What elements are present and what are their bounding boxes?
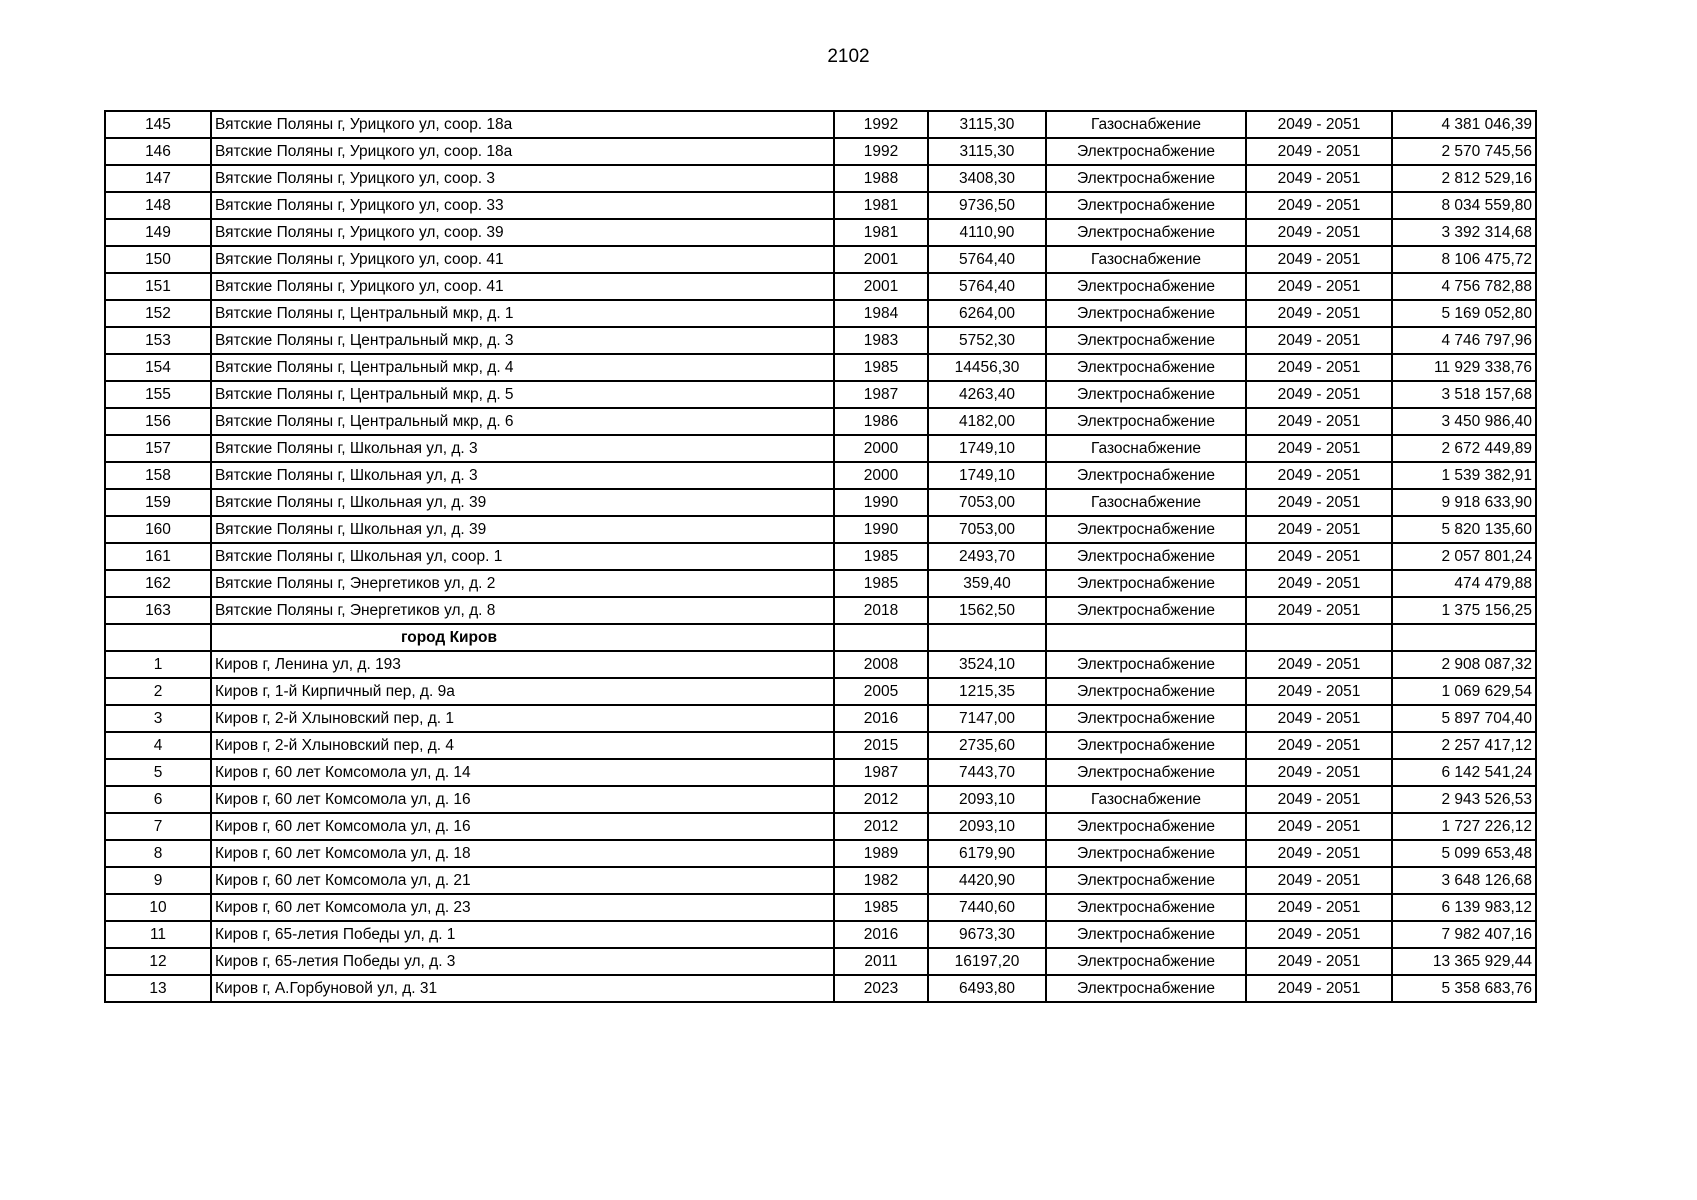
section-cell-num xyxy=(105,624,211,651)
row-service-type: Электроснабжение xyxy=(1046,219,1246,246)
row-area: 16197,20 xyxy=(928,948,1046,975)
row-address: Вятские Поляны г, Центральный мкр, д. 5 xyxy=(211,381,834,408)
row-cost: 5 820 135,60 xyxy=(1392,516,1536,543)
table-row xyxy=(105,948,1536,975)
row-cost: 1 727 226,12 xyxy=(1392,813,1536,840)
row-area: 2093,10 xyxy=(928,813,1046,840)
table-row xyxy=(105,975,1536,1002)
section-cell-area xyxy=(928,624,1046,651)
repair-schedule-table xyxy=(104,110,1537,1003)
row-year: 2023 xyxy=(834,975,928,1002)
section-cell-year xyxy=(834,624,928,651)
row-year: 2015 xyxy=(834,732,928,759)
row-address: Киров г, 65-летия Победы ул, д. 1 xyxy=(211,921,834,948)
row-service-type: Электроснабжение xyxy=(1046,408,1246,435)
row-service-type: Электроснабжение xyxy=(1046,948,1246,975)
table-row xyxy=(105,840,1536,867)
table-row xyxy=(105,597,1536,624)
row-year: 1989 xyxy=(834,840,928,867)
row-area: 9673,30 xyxy=(928,921,1046,948)
table-body-vyatskie-polyany xyxy=(105,111,1536,624)
row-service-type: Газоснабжение xyxy=(1046,111,1246,138)
row-number: 1 xyxy=(105,651,211,678)
row-area: 4420,90 xyxy=(928,867,1046,894)
row-period: 2049 - 2051 xyxy=(1246,894,1392,921)
table-row xyxy=(105,489,1536,516)
row-cost: 3 450 986,40 xyxy=(1392,408,1536,435)
row-service-type: Электроснабжение xyxy=(1046,570,1246,597)
table-row xyxy=(105,408,1536,435)
row-area: 2093,10 xyxy=(928,786,1046,813)
row-number: 153 xyxy=(105,327,211,354)
row-address: Киров г, 60 лет Комсомола ул, д. 23 xyxy=(211,894,834,921)
row-service-type: Электроснабжение xyxy=(1046,732,1246,759)
row-year: 1983 xyxy=(834,327,928,354)
row-area: 2735,60 xyxy=(928,732,1046,759)
table-row xyxy=(105,273,1536,300)
row-year: 2012 xyxy=(834,813,928,840)
section-header-kirov xyxy=(105,624,1536,651)
row-cost: 2 570 745,56 xyxy=(1392,138,1536,165)
row-year: 1981 xyxy=(834,219,928,246)
row-number: 12 xyxy=(105,948,211,975)
row-area: 7147,00 xyxy=(928,705,1046,732)
table-row xyxy=(105,516,1536,543)
row-period: 2049 - 2051 xyxy=(1246,678,1392,705)
row-cost: 5 897 704,40 xyxy=(1392,705,1536,732)
row-service-type: Электроснабжение xyxy=(1046,462,1246,489)
row-number: 13 xyxy=(105,975,211,1002)
row-area: 9736,50 xyxy=(928,192,1046,219)
row-service-type: Электроснабжение xyxy=(1046,273,1246,300)
table-body-kirov xyxy=(105,651,1536,1002)
row-service-type: Газоснабжение xyxy=(1046,489,1246,516)
row-number: 160 xyxy=(105,516,211,543)
row-cost: 4 381 046,39 xyxy=(1392,111,1536,138)
row-year: 2005 xyxy=(834,678,928,705)
row-number: 148 xyxy=(105,192,211,219)
row-period: 2049 - 2051 xyxy=(1246,948,1392,975)
row-service-type: Электроснабжение xyxy=(1046,165,1246,192)
row-address: Киров г, 60 лет Комсомола ул, д. 14 xyxy=(211,759,834,786)
row-period: 2049 - 2051 xyxy=(1246,651,1392,678)
row-year: 1992 xyxy=(834,111,928,138)
row-year: 1981 xyxy=(834,192,928,219)
row-cost: 4 746 797,96 xyxy=(1392,327,1536,354)
row-period: 2049 - 2051 xyxy=(1246,408,1392,435)
row-number: 3 xyxy=(105,705,211,732)
row-number: 151 xyxy=(105,273,211,300)
row-service-type: Электроснабжение xyxy=(1046,894,1246,921)
row-address: Вятские Поляны г, Урицкого ул, соор. 18а xyxy=(211,138,834,165)
row-area: 14456,30 xyxy=(928,354,1046,381)
table-row xyxy=(105,462,1536,489)
row-number: 11 xyxy=(105,921,211,948)
row-cost: 5 358 683,76 xyxy=(1392,975,1536,1002)
row-period: 2049 - 2051 xyxy=(1246,192,1392,219)
row-address: Киров г, 60 лет Комсомола ул, д. 16 xyxy=(211,786,834,813)
row-service-type: Электроснабжение xyxy=(1046,381,1246,408)
row-cost: 1 375 156,25 xyxy=(1392,597,1536,624)
table-row xyxy=(105,894,1536,921)
row-address: Киров г, А.Горбуновой ул, д. 31 xyxy=(211,975,834,1002)
row-number: 6 xyxy=(105,786,211,813)
row-cost: 9 918 633,90 xyxy=(1392,489,1536,516)
row-year: 2011 xyxy=(834,948,928,975)
row-year: 2000 xyxy=(834,435,928,462)
row-cost: 2 812 529,16 xyxy=(1392,165,1536,192)
row-number: 4 xyxy=(105,732,211,759)
table-row xyxy=(105,867,1536,894)
row-address: Вятские Поляны г, Школьная ул, д. 39 xyxy=(211,489,834,516)
row-area: 6493,80 xyxy=(928,975,1046,1002)
row-cost: 474 479,88 xyxy=(1392,570,1536,597)
row-service-type: Электроснабжение xyxy=(1046,840,1246,867)
row-area: 3115,30 xyxy=(928,111,1046,138)
row-area: 1215,35 xyxy=(928,678,1046,705)
row-cost: 11 929 338,76 xyxy=(1392,354,1536,381)
row-address: Киров г, 60 лет Комсомола ул, д. 21 xyxy=(211,867,834,894)
table-row xyxy=(105,381,1536,408)
row-service-type: Газоснабжение xyxy=(1046,435,1246,462)
row-period: 2049 - 2051 xyxy=(1246,516,1392,543)
row-period: 2049 - 2051 xyxy=(1246,381,1392,408)
row-address: Вятские Поляны г, Школьная ул, д. 39 xyxy=(211,516,834,543)
row-year: 1987 xyxy=(834,381,928,408)
row-cost: 13 365 929,44 xyxy=(1392,948,1536,975)
row-number: 147 xyxy=(105,165,211,192)
table-row xyxy=(105,813,1536,840)
row-number: 8 xyxy=(105,840,211,867)
row-service-type: Электроснабжение xyxy=(1046,354,1246,381)
row-year: 2001 xyxy=(834,273,928,300)
section-cell-type xyxy=(1046,624,1246,651)
row-year: 2016 xyxy=(834,705,928,732)
row-area: 2493,70 xyxy=(928,543,1046,570)
table-row xyxy=(105,435,1536,462)
row-service-type: Электроснабжение xyxy=(1046,597,1246,624)
table-row xyxy=(105,300,1536,327)
row-address: Вятские Поляны г, Урицкого ул, соор. 3 xyxy=(211,165,834,192)
page-number: 2102 xyxy=(827,46,870,67)
row-service-type: Электроснабжение xyxy=(1046,138,1246,165)
row-service-type: Электроснабжение xyxy=(1046,300,1246,327)
row-year: 2012 xyxy=(834,786,928,813)
row-number: 7 xyxy=(105,813,211,840)
row-year: 1984 xyxy=(834,300,928,327)
row-number: 154 xyxy=(105,354,211,381)
row-cost: 3 392 314,68 xyxy=(1392,219,1536,246)
row-period: 2049 - 2051 xyxy=(1246,732,1392,759)
section-cell-cost xyxy=(1392,624,1536,651)
row-period: 2049 - 2051 xyxy=(1246,354,1392,381)
row-cost: 7 982 407,16 xyxy=(1392,921,1536,948)
row-area: 5752,30 xyxy=(928,327,1046,354)
row-address: Киров г, Ленина ул, д. 193 xyxy=(211,651,834,678)
row-period: 2049 - 2051 xyxy=(1246,435,1392,462)
row-year: 2018 xyxy=(834,597,928,624)
row-service-type: Газоснабжение xyxy=(1046,786,1246,813)
row-area: 4263,40 xyxy=(928,381,1046,408)
table-row xyxy=(105,678,1536,705)
row-service-type: Электроснабжение xyxy=(1046,813,1246,840)
row-period: 2049 - 2051 xyxy=(1246,786,1392,813)
row-year: 2008 xyxy=(834,651,928,678)
row-area: 5764,40 xyxy=(928,246,1046,273)
row-cost: 1 539 382,91 xyxy=(1392,462,1536,489)
table-row xyxy=(105,921,1536,948)
row-address: Киров г, 2-й Хлыновский пер, д. 1 xyxy=(211,705,834,732)
row-year: 2016 xyxy=(834,921,928,948)
row-address: Вятские Поляны г, Центральный мкр, д. 6 xyxy=(211,408,834,435)
row-area: 7440,60 xyxy=(928,894,1046,921)
row-period: 2049 - 2051 xyxy=(1246,813,1392,840)
table-row xyxy=(105,570,1536,597)
row-period: 2049 - 2051 xyxy=(1246,219,1392,246)
row-cost: 8 106 475,72 xyxy=(1392,246,1536,273)
row-service-type: Газоснабжение xyxy=(1046,246,1246,273)
table-row xyxy=(105,786,1536,813)
row-address: Киров г, 65-летия Победы ул, д. 3 xyxy=(211,948,834,975)
row-year: 1986 xyxy=(834,408,928,435)
row-service-type: Электроснабжение xyxy=(1046,705,1246,732)
table-row xyxy=(105,354,1536,381)
row-area: 359,40 xyxy=(928,570,1046,597)
row-service-type: Электроснабжение xyxy=(1046,921,1246,948)
row-area: 7053,00 xyxy=(928,516,1046,543)
row-number: 155 xyxy=(105,381,211,408)
row-address: Вятские Поляны г, Урицкого ул, соор. 41 xyxy=(211,246,834,273)
row-period: 2049 - 2051 xyxy=(1246,975,1392,1002)
table-row xyxy=(105,192,1536,219)
row-year: 1987 xyxy=(834,759,928,786)
row-number: 5 xyxy=(105,759,211,786)
row-address: Вятские Поляны г, Школьная ул, д. 3 xyxy=(211,435,834,462)
row-year: 1988 xyxy=(834,165,928,192)
row-cost: 4 756 782,88 xyxy=(1392,273,1536,300)
row-period: 2049 - 2051 xyxy=(1246,543,1392,570)
row-year: 1992 xyxy=(834,138,928,165)
row-number: 145 xyxy=(105,111,211,138)
row-period: 2049 - 2051 xyxy=(1246,867,1392,894)
row-year: 2000 xyxy=(834,462,928,489)
row-area: 1562,50 xyxy=(928,597,1046,624)
row-address: Вятские Поляны г, Школьная ул, соор. 1 xyxy=(211,543,834,570)
row-cost: 2 943 526,53 xyxy=(1392,786,1536,813)
row-number: 9 xyxy=(105,867,211,894)
row-address: Вятские Поляны г, Урицкого ул, соор. 41 xyxy=(211,273,834,300)
section-cell-period xyxy=(1246,624,1392,651)
row-number: 162 xyxy=(105,570,211,597)
row-area: 3115,30 xyxy=(928,138,1046,165)
row-period: 2049 - 2051 xyxy=(1246,165,1392,192)
row-area: 7443,70 xyxy=(928,759,1046,786)
row-area: 1749,10 xyxy=(928,435,1046,462)
row-address: Киров г, 1-й Кирпичный пер, д. 9а xyxy=(211,678,834,705)
row-cost: 2 057 801,24 xyxy=(1392,543,1536,570)
row-address: Вятские Поляны г, Центральный мкр, д. 3 xyxy=(211,327,834,354)
row-service-type: Электроснабжение xyxy=(1046,678,1246,705)
row-address: Вятские Поляны г, Центральный мкр, д. 1 xyxy=(211,300,834,327)
row-number: 157 xyxy=(105,435,211,462)
table-row xyxy=(105,246,1536,273)
row-year: 1985 xyxy=(834,570,928,597)
row-number: 159 xyxy=(105,489,211,516)
row-year: 1990 xyxy=(834,489,928,516)
row-address: Вятские Поляны г, Урицкого ул, соор. 18а xyxy=(211,111,834,138)
row-year: 2001 xyxy=(834,246,928,273)
row-period: 2049 - 2051 xyxy=(1246,840,1392,867)
row-service-type: Электроснабжение xyxy=(1046,975,1246,1002)
row-period: 2049 - 2051 xyxy=(1246,462,1392,489)
row-cost: 1 069 629,54 xyxy=(1392,678,1536,705)
row-period: 2049 - 2051 xyxy=(1246,705,1392,732)
table-row xyxy=(105,138,1536,165)
table-row xyxy=(105,111,1536,138)
row-period: 2049 - 2051 xyxy=(1246,597,1392,624)
row-year: 1990 xyxy=(834,516,928,543)
row-period: 2049 - 2051 xyxy=(1246,570,1392,597)
row-period: 2049 - 2051 xyxy=(1246,489,1392,516)
row-service-type: Электроснабжение xyxy=(1046,759,1246,786)
table-row xyxy=(105,732,1536,759)
row-cost: 5 169 052,80 xyxy=(1392,300,1536,327)
row-number: 2 xyxy=(105,678,211,705)
row-area: 3408,30 xyxy=(928,165,1046,192)
table-row xyxy=(105,705,1536,732)
row-cost: 5 099 653,48 xyxy=(1392,840,1536,867)
row-address: Вятские Поляны г, Школьная ул, д. 3 xyxy=(211,462,834,489)
table-row xyxy=(105,543,1536,570)
row-number: 152 xyxy=(105,300,211,327)
row-service-type: Электроснабжение xyxy=(1046,516,1246,543)
row-cost: 2 257 417,12 xyxy=(1392,732,1536,759)
row-area: 4110,90 xyxy=(928,219,1046,246)
row-cost: 3 648 126,68 xyxy=(1392,867,1536,894)
row-address: Вятские Поляны г, Урицкого ул, соор. 33 xyxy=(211,192,834,219)
row-period: 2049 - 2051 xyxy=(1246,246,1392,273)
row-address: Киров г, 2-й Хлыновский пер, д. 4 xyxy=(211,732,834,759)
table-row xyxy=(105,165,1536,192)
row-area: 1749,10 xyxy=(928,462,1046,489)
row-year: 1985 xyxy=(834,354,928,381)
row-cost: 6 142 541,24 xyxy=(1392,759,1536,786)
row-cost: 3 518 157,68 xyxy=(1392,381,1536,408)
row-period: 2049 - 2051 xyxy=(1246,300,1392,327)
row-address: Вятские Поляны г, Урицкого ул, соор. 39 xyxy=(211,219,834,246)
row-number: 161 xyxy=(105,543,211,570)
row-service-type: Электроснабжение xyxy=(1046,192,1246,219)
row-area: 4182,00 xyxy=(928,408,1046,435)
table-row xyxy=(105,759,1536,786)
table-row xyxy=(105,327,1536,354)
row-number: 10 xyxy=(105,894,211,921)
row-cost: 2 672 449,89 xyxy=(1392,435,1536,462)
row-area: 7053,00 xyxy=(928,489,1046,516)
row-service-type: Электроснабжение xyxy=(1046,327,1246,354)
row-year: 1985 xyxy=(834,894,928,921)
row-address: Киров г, 60 лет Комсомола ул, д. 16 xyxy=(211,813,834,840)
section-row xyxy=(105,624,1536,651)
row-area: 6264,00 xyxy=(928,300,1046,327)
row-period: 2049 - 2051 xyxy=(1246,111,1392,138)
row-cost: 8 034 559,80 xyxy=(1392,192,1536,219)
row-period: 2049 - 2051 xyxy=(1246,759,1392,786)
row-number: 150 xyxy=(105,246,211,273)
row-year: 1985 xyxy=(834,543,928,570)
row-address: Киров г, 60 лет Комсомола ул, д. 18 xyxy=(211,840,834,867)
row-period: 2049 - 2051 xyxy=(1246,921,1392,948)
row-number: 146 xyxy=(105,138,211,165)
row-area: 5764,40 xyxy=(928,273,1046,300)
row-period: 2049 - 2051 xyxy=(1246,138,1392,165)
row-number: 156 xyxy=(105,408,211,435)
row-address: Вятские Поляны г, Энергетиков ул, д. 8 xyxy=(211,597,834,624)
row-service-type: Электроснабжение xyxy=(1046,867,1246,894)
table-row xyxy=(105,219,1536,246)
row-service-type: Электроснабжение xyxy=(1046,543,1246,570)
row-address: Вятские Поляны г, Центральный мкр, д. 4 xyxy=(211,354,834,381)
row-service-type: Электроснабжение xyxy=(1046,651,1246,678)
row-period: 2049 - 2051 xyxy=(1246,327,1392,354)
section-title: город Киров xyxy=(211,624,834,651)
row-cost: 2 908 087,32 xyxy=(1392,651,1536,678)
table-row xyxy=(105,651,1536,678)
row-year: 1982 xyxy=(834,867,928,894)
row-number: 163 xyxy=(105,597,211,624)
row-period: 2049 - 2051 xyxy=(1246,273,1392,300)
row-area: 6179,90 xyxy=(928,840,1046,867)
row-number: 149 xyxy=(105,219,211,246)
row-cost: 6 139 983,12 xyxy=(1392,894,1536,921)
row-number: 158 xyxy=(105,462,211,489)
row-address: Вятские Поляны г, Энергетиков ул, д. 2 xyxy=(211,570,834,597)
row-area: 3524,10 xyxy=(928,651,1046,678)
